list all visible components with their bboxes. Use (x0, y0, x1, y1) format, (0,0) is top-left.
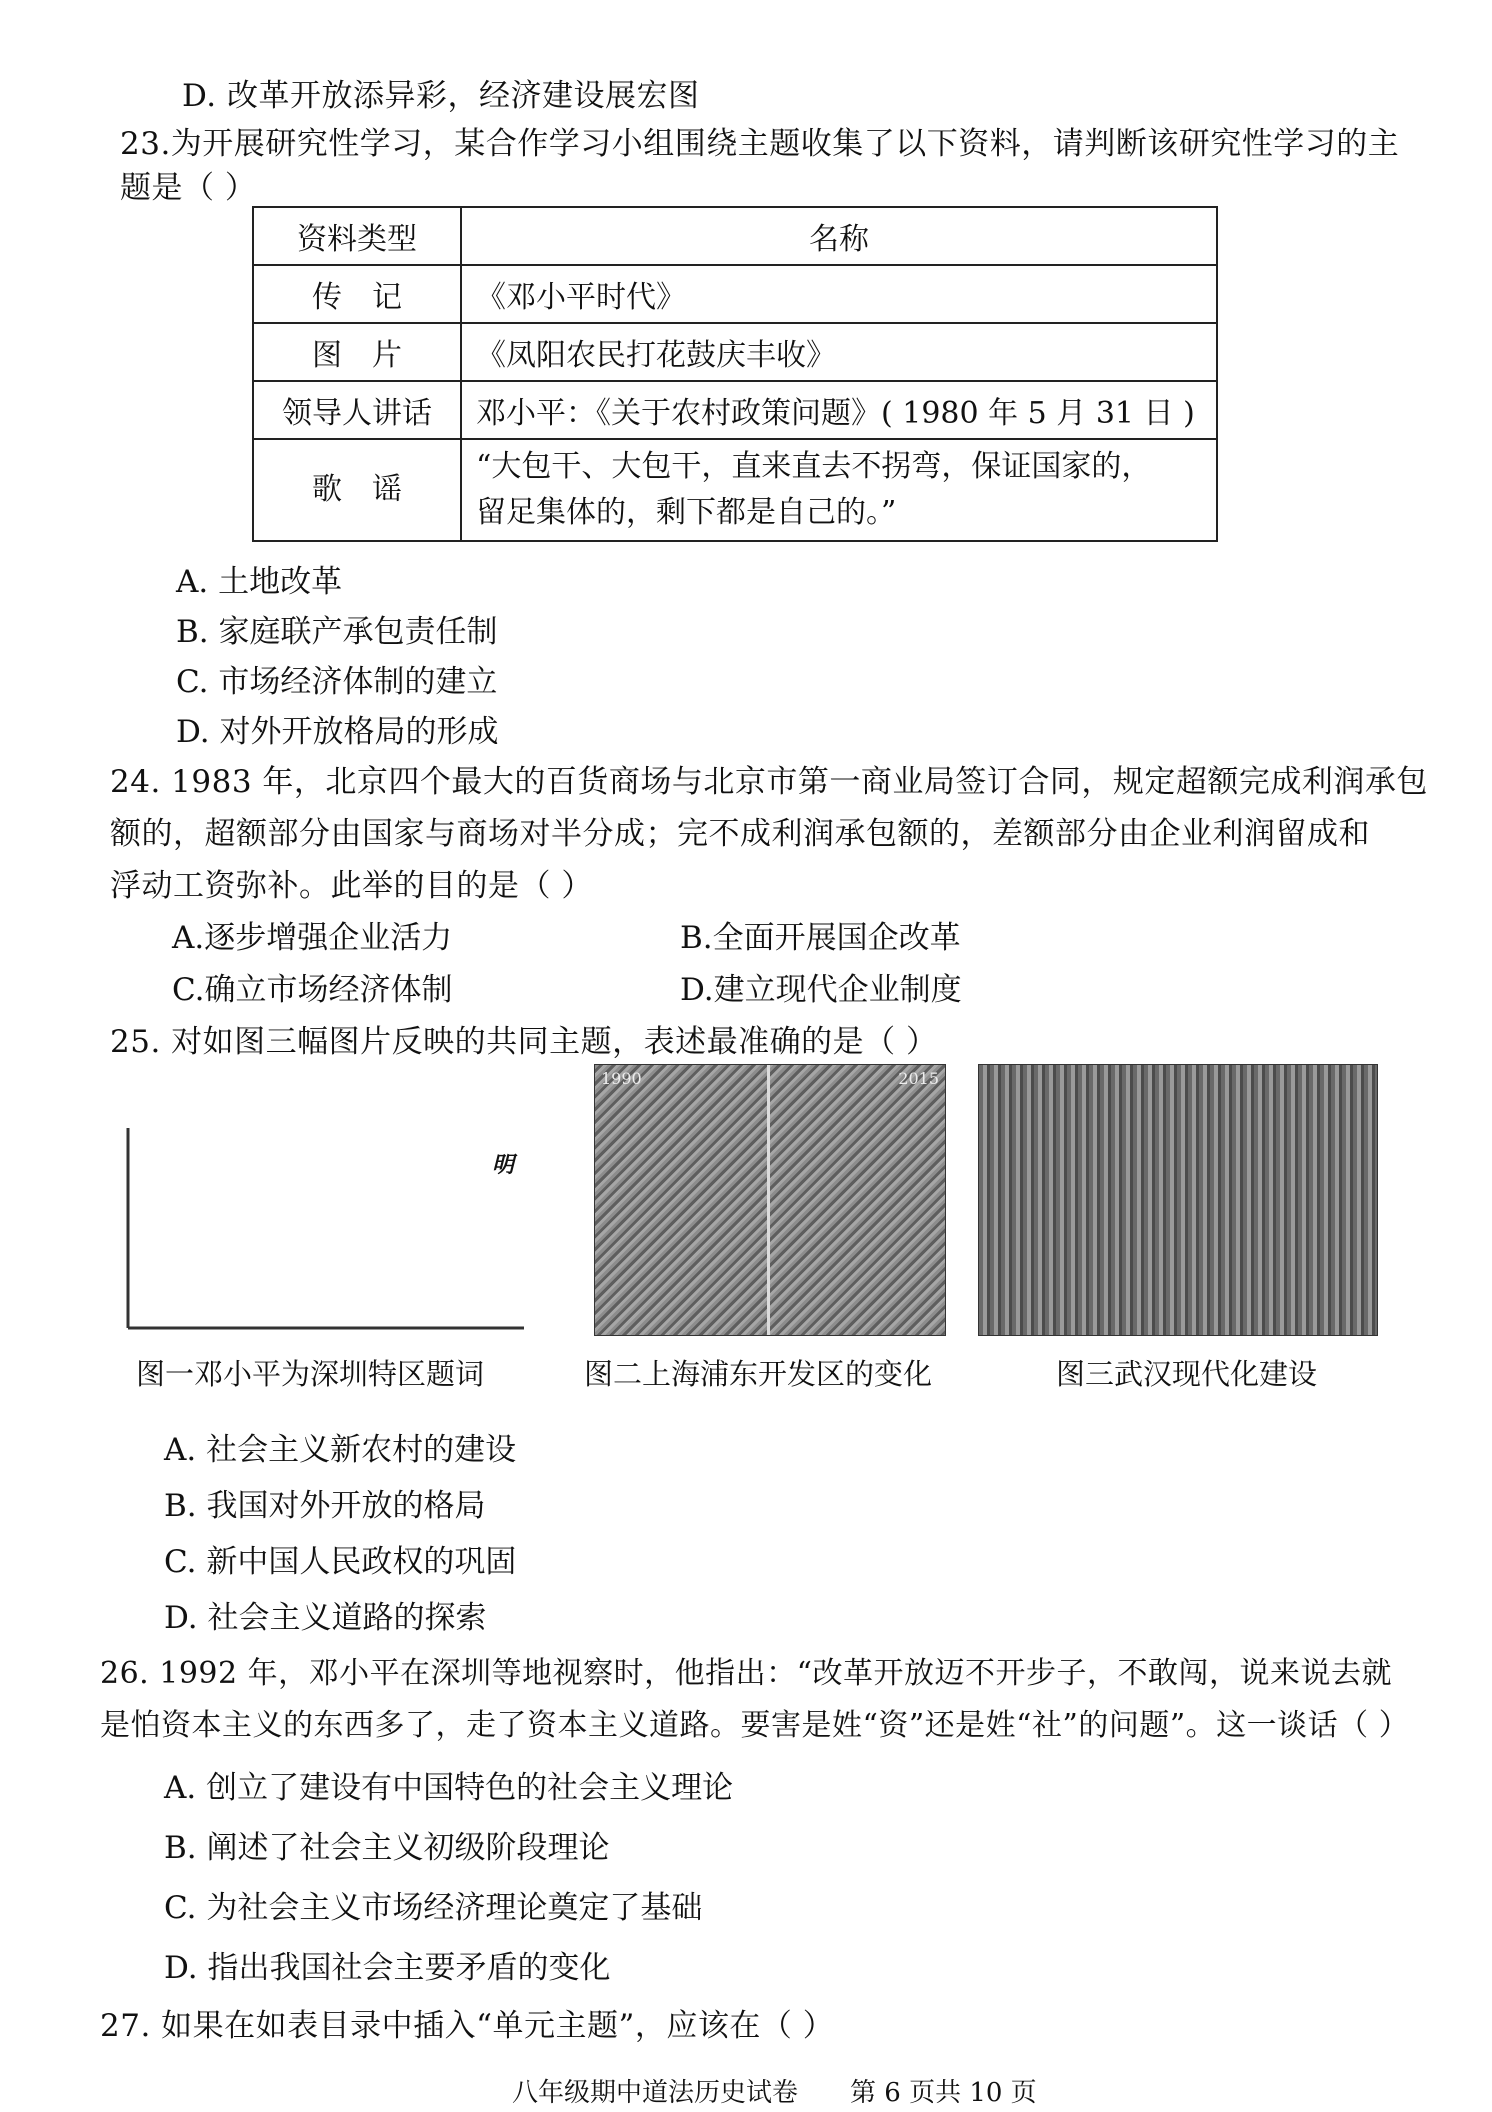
q24-stem-line1: 24. 1983 年，北京四个最大的百货商场与北京市第一商业局签订合同，规定超额完成利润承包 (110, 764, 1428, 800)
q26-stem-line2: 是怕资本主义的东西多了，走了资本主义道路。要害是姓“资”还是姓“社”的问题”。这一谈话（ ） (100, 1708, 1410, 1743)
q23-stem-line1: 23.为开展研究性学习，某合作学习小组围绕主题收集了以下资料，请判断该研究性学习的主 (120, 126, 1400, 162)
figure2-divider (767, 1065, 770, 1335)
table-cell-type: 歌 谣 (253, 439, 461, 541)
table-cell-name: 《邓小平时代》 (461, 265, 1217, 323)
q26-option-b: B. 阐述了社会主义初级阶段理论 (164, 1830, 610, 1866)
q25-stem: 25. 对如图三幅图片反映的共同主题，表述最准确的是（ ） (110, 1024, 938, 1060)
header-option: D. 改革开放添异彩，经济建设展宏图 (182, 78, 700, 114)
q23-option-a: A. 土地改革 (176, 564, 343, 600)
q23-stem-line2: 题是（ ） (120, 170, 257, 206)
q26-option-d: D. 指出我国社会主要矛盾的变化 (164, 1950, 611, 1986)
table-cell-name: 邓小平：《关于农村政策问题》( 1980 年 5 月 31 日 ) (461, 381, 1217, 439)
figure2-caption: 图二上海浦东开发区的变化 (584, 1357, 933, 1391)
table-cell-name: 《凤阳农民打花鼓庆丰收》 (461, 323, 1217, 381)
song-line1: “大包干、大包干，直来直去不拐弯，保证国家的， (476, 449, 1152, 484)
table-row (253, 439, 1217, 541)
q24-stem-line2: 额的，超额部分由国家与商场对半分成；完不成利润承包额的，差额部分由企业利润留成和 (110, 816, 1370, 852)
q25-option-c: C. 新中国人民政权的巩固 (164, 1544, 517, 1580)
figure1-calligraphy (120, 1098, 524, 1330)
figure2-year-left: 1990 (601, 1069, 642, 1088)
q24-option-d: D.建立现代企业制度 (680, 972, 962, 1008)
q23-option-b: B. 家庭联产承包责任制 (176, 614, 498, 650)
figure2-photo (594, 1064, 946, 1336)
figure1-axes (120, 1098, 524, 1330)
q24-option-a: A.逐步增强企业活力 (172, 920, 453, 956)
figure1-mark: 明 (492, 1152, 515, 1178)
figure1-caption: 图一邓小平为深圳特区题词 (136, 1357, 485, 1391)
table-cell-name (461, 439, 1217, 541)
table-cell-type: 图 片 (253, 323, 461, 381)
q26-stem-line1: 26. 1992 年，邓小平在深圳等地视察时，他指出：“改革开放迈不开步子，不敢闯，说来说去就 (100, 1656, 1392, 1691)
table-header-row (253, 207, 1217, 265)
q25-option-a: A. 社会主义新农村的建设 (164, 1432, 517, 1468)
figure2-year-right: 2015 (898, 1069, 939, 1088)
q25-option-d: D. 社会主义道路的探索 (164, 1600, 487, 1636)
table-row (253, 323, 1217, 381)
table-header-name: 名称 (461, 207, 1217, 265)
song-line2: 留足集体的，剩下都是自己的。” (476, 495, 897, 530)
figure3-photo (978, 1064, 1378, 1336)
table-cell-type: 传 记 (253, 265, 461, 323)
table-row (253, 381, 1217, 439)
q24-stem-line3: 浮动工资弥补。此举的目的是（ ） (110, 868, 593, 904)
q23-option-d: D. 对外开放格局的形成 (176, 714, 499, 750)
table-header-type: 资料类型 (253, 207, 461, 265)
figure3-caption: 图三武汉现代化建设 (1056, 1357, 1318, 1391)
q23-option-c: C. 市场经济体制的建立 (176, 664, 498, 700)
q26-option-a: A. 创立了建设有中国特色的社会主义理论 (164, 1770, 734, 1806)
q24-option-b: B.全面开展国企改革 (680, 920, 961, 956)
q24-option-c: C.确立市场经济体制 (172, 972, 453, 1008)
table-row (253, 265, 1217, 323)
page-footer: 八年级期中道法历史试卷 第 6 页共 10 页 (512, 2078, 1037, 2108)
q27-stem: 27. 如果在如表目录中插入“单元主题”，应该在（ ） (100, 2008, 835, 2044)
q23-materials-table (252, 206, 1218, 542)
table-cell-type: 领导人讲话 (253, 381, 461, 439)
q26-option-c: C. 为社会主义市场经济理论奠定了基础 (164, 1890, 703, 1926)
q25-option-b: B. 我国对外开放的格局 (164, 1488, 486, 1524)
